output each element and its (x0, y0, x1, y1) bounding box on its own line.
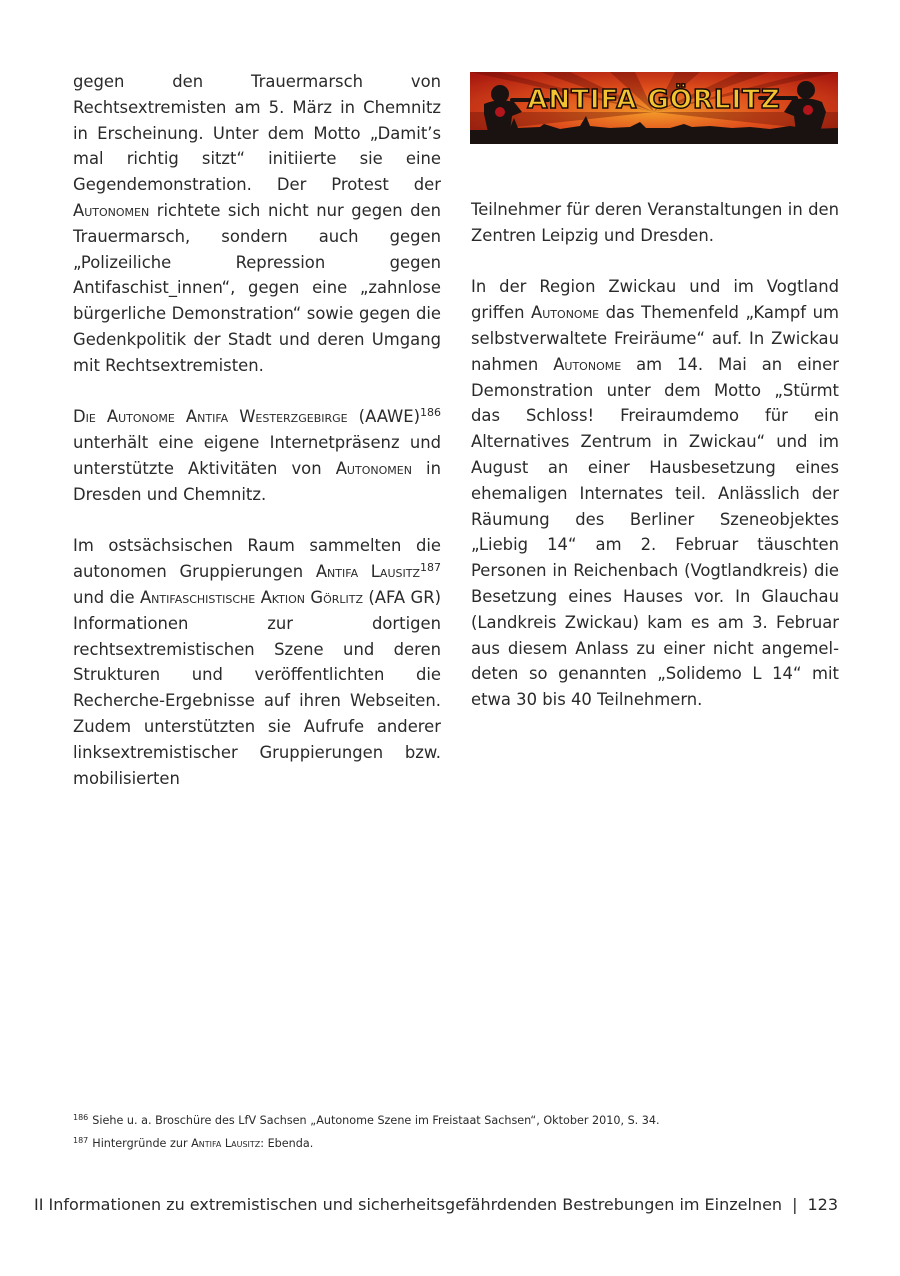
antifa-goerlitz-banner (470, 72, 838, 144)
paragraph-aawe (73, 404, 441, 507)
org-name: Autonomen (335, 458, 412, 478)
footnote-number: 186 (73, 1113, 89, 1122)
footnotes (73, 1108, 833, 1154)
footnote-ref-186[interactable]: 186 (420, 406, 442, 420)
paragraph-zwickau (471, 274, 839, 713)
banner-graphic (470, 72, 838, 144)
paragraph-teilnehmer (471, 197, 839, 249)
footnote-text: : Ebenda. (260, 1137, 314, 1150)
text: unterhält eine eigene Internetpräsenz und unterstützte Aktivitäten von (73, 433, 441, 478)
org-name: Antifa Lausitz (315, 562, 420, 582)
right-column (471, 197, 839, 739)
org-name: Autonomen (73, 200, 150, 220)
text: gegen den Trauermarsch von Rechtsextremisten am 5. März in Chemnitz in Erscheinung. Unter dem Motto „Damit’s mal richtig sitzt“ initiierte sie eine Gegendemonstration. Der Protest der (73, 72, 441, 195)
text: (AFA GR) Informationen zur dortigen rechtsextremistischen Szene und deren Strukturen und veröffentlichten die Recherche-Ergebnisse auf ihren Webseiten. Zudem unterstützten sie Aufrufe anderer linksextremistischer Gruppierungen bzw. mobilisierten (73, 587, 441, 788)
page-footer (34, 1195, 838, 1214)
page-number: 123 (807, 1195, 838, 1214)
chapter-title: II Informationen zu extremistischen und sicherheitsgefährdenden Bestrebungen im Einzelnen (33, 1195, 783, 1214)
text: richtete sich nicht nur gegen den Trauermarsch, sondern auch gegen „Polizeiliche Repression gegen Antifaschist_innen“, gegen eine „zahnlose bürgerliche Demonstration“ sowie gegen die Gedenkpolitik der Stadt und deren Umgang mit Rechtsextremisten. (73, 200, 441, 375)
text: Im ostsächsischen Raum sammelten die autonomen Gruppierungen (73, 536, 441, 582)
paragraph-trauermarsch (73, 69, 441, 379)
footnote-text: Siehe u. a. Broschüre des LfV Sachsen „Autonome Szene im Freistaat Sachsen“, Oktober 2010, S. 34. (92, 1114, 660, 1127)
text: am 14. Mai an einer Demonstration unter dem Motto „Stürmt das Schloss! Freiraumdemo für ein Alternatives Zentrum in Zwickau“ und im August an einer Hausbesetzung eines ehemaligen Internates teil. Anlässlich der Räumung des Berliner Szeneobjektes „Liebig 14“ am 2. Februar täuschten Personen in Reichenbach (Vogtlandkreis) die Besetzung eines Hauses vor. In Glauchau (Landkreis Zwickau) kam es am 3. Februar aus diesem Anlass zu einer nicht angemeldeten so genannten „Solidemo L 14“ mit etwa 30 bis 40 Teilnehmern. (471, 354, 839, 710)
text: in Dresden und Chemnitz. (73, 458, 441, 504)
org-name: Autonome (553, 354, 622, 374)
text: (AAWE) (347, 407, 421, 427)
footnote-text: Hintergründe zur (92, 1137, 192, 1150)
footnote-186 (73, 1108, 833, 1131)
antifa-flag-icon (803, 105, 813, 115)
org-name: Antifa Lausitz (191, 1137, 261, 1150)
text: das Themenfeld „Kampf um selbstverwaltete Freiräume“ auf. In Zwickau nahmen (471, 303, 839, 374)
antifa-flag-icon (495, 107, 505, 117)
banner-title: ANTIFA GÖRLITZ (527, 85, 781, 115)
text: In der Region Zwickau und im Vogtland griffen (471, 277, 839, 323)
left-column (73, 69, 441, 817)
footnote-187 (73, 1131, 833, 1154)
paragraph-ostsachsen (73, 533, 441, 791)
org-name: Antifaschistische Aktion Görlitz (139, 587, 364, 607)
footnote-ref-187[interactable]: 187 (420, 561, 441, 575)
org-name: Autonome (531, 303, 600, 323)
text: Teilnehmer für deren Veranstaltungen in den Zentren Leipzig und Dresden. (471, 200, 839, 245)
org-name: Die Autonome Antifa Westerzgebirge (73, 407, 348, 427)
footnote-number: 187 (73, 1136, 89, 1145)
footer-separator: | (792, 1195, 798, 1214)
text: und die (73, 587, 140, 607)
